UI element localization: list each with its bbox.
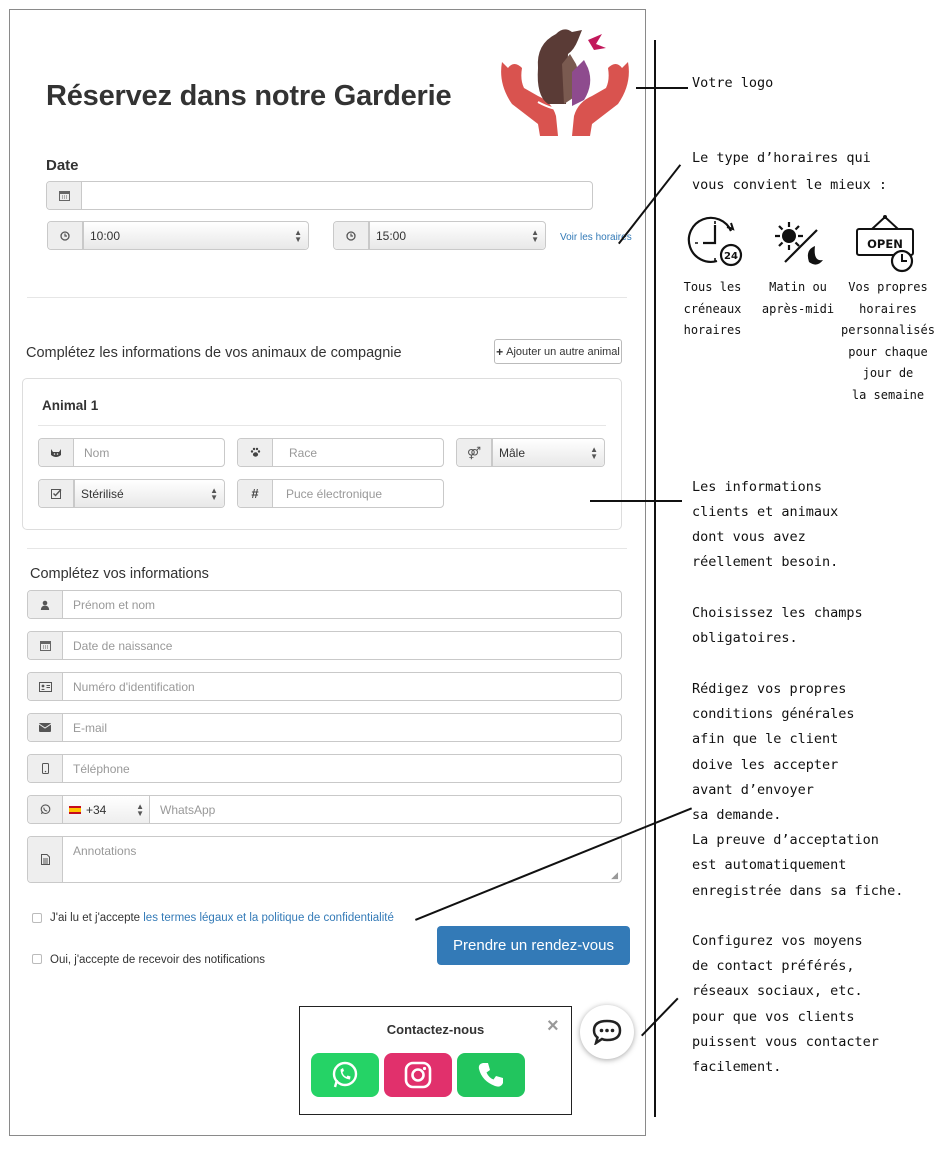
whatsapp-placeholder: WhatsApp (160, 802, 216, 817)
page-title: Réservez dans notre Garderie (46, 80, 452, 112)
date-input[interactable] (46, 181, 593, 210)
open-sign-icon (854, 213, 916, 273)
phone-input[interactable] (27, 754, 622, 783)
pet-sex-value: Mâle (499, 445, 526, 460)
garderie-logo (498, 24, 632, 138)
contact-line: pour que vos clients (692, 1008, 855, 1025)
schedule-annotation-line: vous convient le mieux : (692, 177, 888, 193)
phone-icon (477, 1061, 505, 1089)
terms-link[interactable]: les termes légaux et la politique de confidentialité (143, 912, 394, 924)
contact-line: puissent vous contacter (692, 1033, 879, 1050)
info-line: Les informations (692, 479, 823, 495)
email-input[interactable] (27, 713, 622, 742)
pet-chip-input[interactable] (237, 479, 444, 508)
divider (27, 548, 627, 549)
time-end-select[interactable] (333, 221, 546, 250)
paw-icon (238, 439, 273, 466)
calendar-icon (28, 632, 63, 659)
option-line: horaires (683, 323, 742, 337)
terms-line: enregistrée dans sa fiche. (692, 882, 904, 899)
chat-button[interactable] (580, 1005, 634, 1059)
connector-info (590, 500, 682, 502)
terms-checkbox[interactable] (32, 913, 42, 923)
document-icon (28, 837, 63, 882)
option-line: Matin ou (769, 280, 827, 294)
schedule-annotation-line: Le type d’horaires qui (692, 150, 871, 166)
phone-placeholder: Téléphone (73, 761, 130, 776)
time-start-select[interactable] (47, 221, 309, 250)
pet-sex-select[interactable] (456, 438, 605, 467)
resize-handle-icon[interactable]: ◢ (611, 870, 618, 880)
date-label: Date (46, 157, 79, 174)
plus-icon: + (496, 344, 504, 359)
contact-line: réseaux sociaux, etc. (692, 983, 863, 1000)
gender-icon: ⚤ (457, 439, 492, 466)
pet-sterilized-value: Stérilisé (81, 486, 124, 501)
add-pet-label: Ajouter un autre animal (506, 345, 620, 358)
option-line: Vos propres (848, 280, 928, 294)
annotations-textarea[interactable] (27, 836, 622, 883)
annotation-divider (654, 40, 656, 1117)
fields-line: Choisissez les champs (692, 605, 863, 621)
terms-line: est automatiquement (692, 857, 847, 874)
clock-24-icon (687, 213, 743, 269)
user-icon (28, 591, 63, 618)
contact-line: Configurez vos moyens (692, 933, 863, 949)
fullname-placeholder: Prénom et nom (73, 597, 156, 612)
country-code-value: +34 (86, 802, 107, 817)
birthdate-input[interactable] (27, 631, 622, 660)
pet-name-placeholder: Nom (84, 445, 110, 460)
option-line: personnalisés (841, 323, 935, 337)
schedule-link[interactable]: Voir les horaires (560, 232, 632, 243)
envelope-icon (28, 714, 63, 741)
clock-icon (334, 222, 369, 249)
option-line: la semaine (851, 387, 925, 402)
whatsapp-button[interactable] (311, 1053, 379, 1097)
fields-line: obligatoires. (692, 630, 798, 646)
svg-text:OPEN: OPEN (867, 237, 903, 251)
notifications-checkbox[interactable] (32, 954, 42, 964)
terms-line: sa demande. (692, 807, 782, 824)
select-arrows-icon: ▲ ▼ (531, 227, 539, 244)
schedule-option-halfday (755, 277, 841, 320)
hashtag-icon: # (238, 480, 273, 507)
check-square-icon (39, 480, 74, 507)
country-code-select[interactable] (63, 796, 150, 823)
pet-name-input[interactable] (38, 438, 225, 467)
pets-heading: Complétez les informations de vos animaux de compagnie (26, 345, 402, 361)
whatsapp-input[interactable] (27, 795, 622, 824)
id-number-placeholder: Numéro d'identification (73, 679, 195, 694)
pet-breed-input[interactable] (237, 438, 444, 467)
chat-bubble-icon (592, 1019, 622, 1045)
animal-title: Animal 1 (42, 398, 99, 413)
divider (38, 425, 606, 426)
calendar-icon (47, 182, 82, 209)
info-line: clients et animaux (692, 504, 839, 520)
phone-call-button[interactable] (457, 1053, 525, 1097)
select-arrows-icon: ▲ ▼ (294, 227, 302, 244)
terms-line: doive les accepter (692, 756, 839, 773)
contact-title: Contactez-nous (386, 1022, 485, 1037)
terms-line: avant d’envoyer (692, 781, 814, 798)
id-number-input[interactable] (27, 672, 622, 701)
pet-sterilized-select[interactable] (38, 479, 225, 508)
option-line: horaires (859, 301, 917, 316)
fields-annotation (692, 601, 863, 651)
instagram-icon (404, 1061, 432, 1089)
info-annotation (692, 475, 838, 575)
contact-line: facilement. (692, 1059, 782, 1076)
whatsapp-small-icon (28, 796, 63, 823)
terms-line: conditions générales (692, 706, 855, 723)
option-line: pour chaque (848, 344, 928, 359)
time-end-value: 15:00 (376, 228, 407, 243)
terms-line: Rédigez vos propres (692, 681, 847, 697)
terms-line: La preuve d’acceptation (692, 832, 879, 849)
cat-icon (39, 439, 74, 466)
close-icon[interactable]: × (547, 1015, 559, 1037)
client-heading: Complétez vos informations (30, 566, 209, 582)
whatsapp-icon (330, 1060, 360, 1090)
add-pet-button[interactable] (494, 339, 622, 364)
select-arrows-icon: ▲ ▼ (210, 485, 218, 502)
select-arrows-icon: ▲ ▼ (590, 444, 598, 461)
submit-button[interactable]: Prendre un rendez-vous (437, 926, 630, 965)
schedule-option-custom (837, 277, 939, 406)
pet-chip-placeholder: Puce électronique (286, 486, 383, 501)
notifications-label: Oui, j'accepte de recevoir des notifications (50, 954, 266, 966)
info-line: réellement besoin. (692, 554, 839, 570)
day-night-icon (771, 218, 827, 270)
terms-annotation (692, 677, 903, 904)
connector-logo (636, 87, 688, 89)
instagram-button[interactable] (384, 1053, 452, 1097)
option-line: Tous les (683, 280, 742, 294)
time-start-value: 10:00 (90, 228, 121, 243)
svg-text:24: 24 (724, 251, 738, 262)
connector-contact (641, 998, 678, 1036)
spain-flag-icon (69, 806, 81, 814)
email-placeholder: E-mail (73, 720, 108, 735)
fullname-input[interactable] (27, 590, 622, 619)
info-line: dont vous avez (692, 529, 806, 545)
terms-line: afin que le client (692, 731, 839, 748)
schedule-option-all (670, 277, 755, 342)
divider (27, 297, 627, 298)
schedule-annotation (692, 145, 887, 199)
mobile-phone-icon (28, 755, 63, 782)
option-line: jour de (862, 366, 914, 380)
birthdate-placeholder: Date de naissance (73, 638, 173, 653)
contact-line: de contact préférés, (692, 958, 855, 975)
terms-label (50, 912, 394, 924)
annotations-placeholder: Annotations (73, 844, 137, 858)
terms-prefix: J'ai lu et j'accepte (50, 912, 144, 924)
contact-annotation (692, 929, 879, 1080)
id-card-icon (28, 673, 63, 700)
option-line: créneaux (683, 301, 742, 316)
clock-icon (48, 222, 83, 249)
pet-breed-placeholder: Race (289, 445, 318, 460)
option-line: après-midi (761, 301, 835, 316)
logo-annotation: Votre logo (692, 75, 774, 91)
select-arrows-icon: ▲ ▼ (136, 801, 144, 818)
